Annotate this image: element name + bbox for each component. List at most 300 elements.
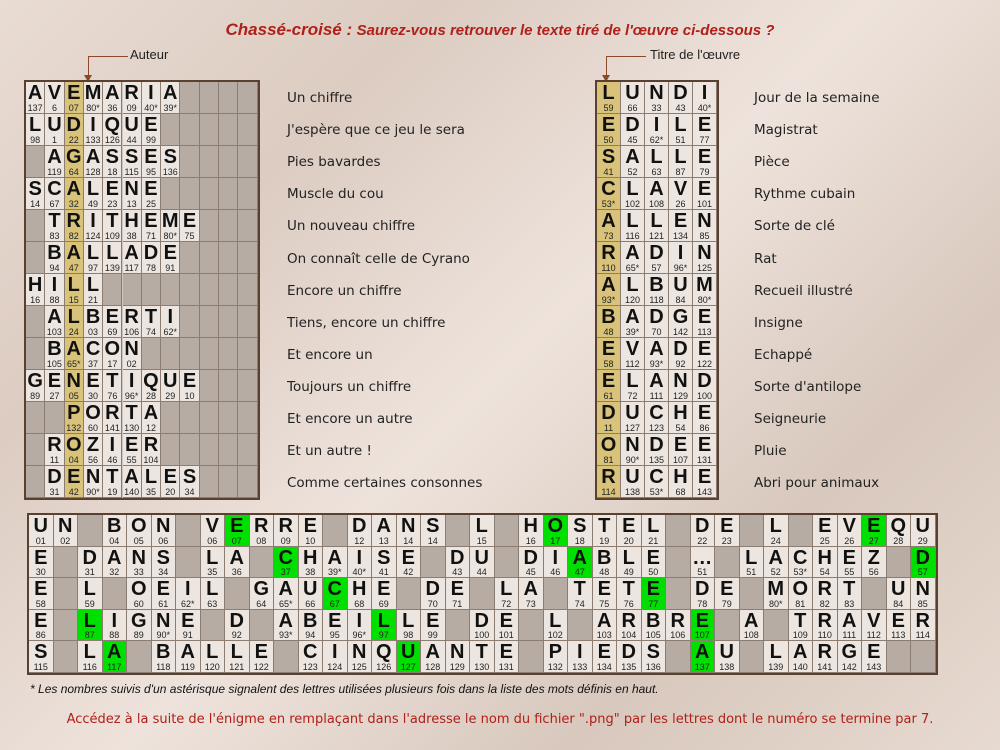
cell-number: 100 (696, 391, 713, 401)
cell-number: 96* (352, 630, 366, 641)
cell-letter: B (597, 546, 612, 569)
grid-cell (621, 338, 645, 370)
grid-cell (65, 210, 84, 242)
clue-text: Insigne (754, 314, 803, 331)
grid-cell (862, 610, 887, 642)
empty-cell (238, 338, 257, 370)
cell-letter: A (143, 402, 159, 424)
clue-text: Tiens, encore un chiffre (287, 314, 446, 331)
grid-cell (813, 515, 838, 547)
cell-number: 16 (525, 535, 536, 546)
grid-cell (103, 641, 128, 673)
cell-letter: E (450, 578, 464, 601)
grid-cell (161, 210, 180, 242)
grid-cell (645, 146, 669, 178)
cell-letter: H (352, 578, 367, 601)
cell-letter: E (697, 402, 712, 424)
grid-cell (645, 338, 669, 370)
empty-cell (180, 82, 199, 114)
cell-number: 101 (696, 199, 713, 209)
grid-cell (127, 578, 152, 610)
cell-number: 139 (768, 661, 784, 672)
grid-cell (123, 242, 142, 274)
empty-cell (219, 146, 238, 178)
clue-text: Magistrat (754, 122, 818, 139)
grid-cell (669, 466, 693, 498)
cell-number: 20 (165, 487, 176, 497)
cell-letter: L (626, 210, 639, 232)
cell-letter: G (65, 146, 82, 168)
grid-cell (495, 578, 520, 610)
cell-letter: D (649, 306, 664, 328)
cell-letter: L (602, 82, 615, 104)
empty-cell (54, 547, 79, 579)
cell-letter: D (673, 82, 688, 104)
cell-number: 92 (231, 630, 242, 641)
grid-cell (152, 547, 177, 579)
grid-cell (593, 515, 618, 547)
grid-cell (127, 610, 152, 642)
cell-number: 81 (603, 455, 614, 465)
cell-number: 115 (33, 661, 48, 672)
grid-cell (645, 434, 669, 466)
cell-number: 39* (327, 567, 342, 578)
cell-number: 26 (675, 199, 686, 209)
cell-letter: E (697, 466, 712, 488)
grid-cell (617, 610, 642, 642)
grid-cell (84, 274, 103, 306)
cell-letter: N (124, 178, 139, 200)
grid-cell (372, 515, 397, 547)
work-pointer-line (606, 56, 646, 57)
empty-cell (219, 114, 238, 146)
cell-number: 26 (844, 535, 855, 546)
cell-letter: L (230, 641, 243, 664)
grid-cell (544, 610, 569, 642)
grid-cell (127, 515, 152, 547)
cell-number: 29 (165, 391, 176, 401)
cell-letter: L (626, 274, 639, 296)
clue-text: Pluie (754, 443, 787, 460)
cell-letter: U (915, 515, 930, 537)
grid-cell (65, 402, 84, 434)
cell-number: 40* (144, 103, 158, 113)
cell-letter: E (163, 242, 177, 264)
grid-cell (26, 114, 45, 146)
empty-cell (421, 547, 446, 579)
grid-cell (176, 578, 201, 610)
grid-cell (201, 641, 226, 673)
grid-cell (645, 210, 669, 242)
cell-number: 54 (675, 423, 686, 433)
grid-cell (84, 466, 103, 498)
cell-letter: E (144, 114, 158, 136)
cell-letter: E (646, 578, 660, 601)
grid-cell (274, 547, 299, 579)
cell-number: 104 (621, 630, 637, 641)
grid-cell (617, 578, 642, 610)
cell-number: 133 (572, 661, 588, 672)
cell-letter: D (450, 546, 465, 569)
empty-cell (666, 547, 691, 579)
cell-number: 62* (163, 327, 177, 337)
cell-letter: E (182, 370, 197, 392)
cell-number: 31 (49, 487, 60, 497)
cell-letter: E (597, 578, 611, 601)
title-rest: Saurez-vous retrouver le texte tiré de l'œuvre ci-dessous ? (356, 22, 775, 39)
clue-text: Abri pour animaux (754, 475, 880, 492)
grid-cell (597, 466, 621, 498)
grid-cell (348, 641, 373, 673)
empty-cell (200, 338, 219, 370)
cell-number: 96* (124, 391, 139, 401)
cell-letter: U (33, 515, 48, 537)
grid-cell (597, 274, 621, 306)
cell-letter: I (576, 641, 583, 664)
cell-letter: A (744, 609, 759, 632)
grid-cell (127, 547, 152, 579)
cell-number: 36 (107, 103, 118, 113)
empty-cell (666, 641, 691, 673)
empty-cell (519, 610, 544, 642)
grid-cell (65, 146, 84, 178)
cell-number: 38 (126, 231, 137, 241)
cell-letter: A (625, 242, 640, 264)
empty-cell (862, 578, 887, 610)
cell-number: 94 (49, 263, 60, 273)
cell-number: 71 (145, 231, 156, 241)
grid-cell (813, 641, 838, 673)
cell-number: 74 (145, 327, 156, 337)
cell-number: 30 (88, 391, 99, 401)
cell-number: 132 (547, 661, 563, 672)
grid-cell (669, 306, 693, 338)
grid-cell (78, 641, 103, 673)
grid-cell (225, 547, 250, 579)
cell-number: 102 (624, 199, 641, 209)
cell-number: 11 (603, 423, 614, 433)
cell-number: 52 (770, 567, 781, 578)
cell-letter: E (34, 546, 48, 569)
cell-number: 13 (126, 199, 137, 209)
grid-cell (123, 370, 142, 402)
cell-number: 68 (675, 487, 686, 497)
grid-cell (323, 610, 348, 642)
author-arrow-stem (88, 56, 89, 76)
cell-letter: D (47, 466, 62, 488)
cell-number: 67 (49, 199, 60, 209)
cell-number: 13 (378, 535, 389, 546)
empty-cell (176, 547, 201, 579)
cell-number: 127 (400, 661, 416, 672)
cell-number: 80* (697, 295, 712, 305)
clue-text: On connaît celle de Cyrano (287, 250, 470, 267)
grid-cell (645, 370, 669, 402)
empty-cell (219, 82, 238, 114)
cell-letter: T (573, 578, 586, 601)
grid-cell (693, 434, 717, 466)
cell-number: 79 (699, 167, 710, 177)
cell-number: 69 (107, 327, 118, 337)
cell-number: 114 (915, 630, 930, 641)
cell-number: 121 (229, 661, 245, 672)
cell-number: 95 (329, 630, 340, 641)
grid-cell (45, 82, 64, 114)
empty-cell (274, 641, 299, 673)
cell-number: 66 (627, 103, 638, 113)
grid-cell (669, 146, 693, 178)
cell-letter: L (206, 641, 219, 664)
clue-text: Pièce (754, 154, 790, 171)
cell-letter: I (148, 82, 154, 104)
clue-text: Sorte d'antilope (754, 378, 862, 395)
empty-cell (26, 402, 45, 434)
cell-letter: L (500, 578, 513, 601)
cell-number: 131 (498, 661, 514, 672)
grid-cell (789, 610, 814, 642)
cell-letter: B (303, 609, 318, 632)
cell-letter: G (841, 641, 858, 664)
cell-letter: A (601, 210, 616, 232)
grid-cell (715, 641, 740, 673)
grid-cell (568, 547, 593, 579)
cell-number: 98 (403, 630, 414, 641)
grid-cell (789, 547, 814, 579)
cell-number: 58 (603, 359, 614, 369)
cell-number: 49 (88, 199, 99, 209)
cell-letter: U (47, 114, 62, 136)
cell-letter: G (672, 306, 689, 328)
cell-number: 25 (819, 535, 830, 546)
grid-cell (84, 402, 103, 434)
cell-letter: Q (143, 370, 159, 392)
cell-number: 24 (68, 327, 79, 337)
grid-cell (597, 82, 621, 114)
cell-number: 80* (163, 231, 177, 241)
cell-letter: R (817, 578, 832, 601)
cell-number: 109 (792, 630, 808, 641)
cell-letter: H (673, 402, 688, 424)
empty-cell (250, 610, 275, 642)
cell-number: 68 (354, 598, 365, 609)
cell-number: 89 (30, 391, 41, 401)
grid-cell (597, 338, 621, 370)
grid-cell (45, 146, 64, 178)
grid-cell (838, 641, 863, 673)
cell-number: 56 (868, 567, 879, 578)
empty-cell (200, 306, 219, 338)
cell-letter: B (646, 609, 661, 632)
cell-letter: A (66, 242, 81, 264)
cell-number: 112 (625, 359, 640, 369)
cell-number: 23 (107, 199, 118, 209)
cell-letter: L (83, 609, 96, 632)
cell-number: 108 (743, 630, 759, 641)
cell-number: 69 (378, 598, 389, 609)
cell-number: 08 (256, 535, 267, 546)
cell-number: 103 (46, 327, 62, 337)
cell-number: 102 (547, 630, 563, 641)
cell-number: 101 (498, 630, 514, 641)
cell-letter: Z (867, 546, 880, 569)
cell-letter: H (303, 546, 318, 569)
empty-cell (740, 515, 765, 547)
cell-letter: R (817, 641, 832, 664)
grid-cell (669, 434, 693, 466)
grid-cell (887, 515, 912, 547)
cell-letter: N (131, 546, 146, 569)
empty-cell (26, 146, 45, 178)
cell-letter: L (626, 178, 639, 200)
cell-letter: T (475, 641, 488, 664)
cell-letter: S (124, 146, 139, 168)
grid-cell (299, 641, 324, 673)
cell-letter: L (377, 609, 390, 632)
cell-letter: E (695, 609, 709, 632)
cell-number: 124 (85, 231, 101, 241)
cell-number: 79 (721, 598, 732, 609)
cell-letter: P (548, 641, 562, 664)
cell-letter: S (34, 641, 48, 664)
cell-number: 51 (675, 135, 686, 145)
cell-number: 117 (124, 263, 139, 273)
grid-cell (669, 82, 693, 114)
cell-letter: A (180, 641, 195, 664)
text-grid (27, 513, 938, 675)
cell-letter: E (720, 578, 734, 601)
grid-cell (65, 274, 84, 306)
cell-letter: D (82, 546, 97, 569)
work-arrow-stem (606, 56, 607, 76)
grid-cell (593, 547, 618, 579)
cell-letter: O (85, 402, 101, 424)
cell-number: 62* (180, 598, 195, 609)
cell-number: 136 (645, 661, 661, 672)
empty-cell (715, 610, 740, 642)
cell-number: 122 (696, 359, 713, 369)
empty-cell (238, 242, 257, 274)
grid-cell (645, 178, 669, 210)
grid-cell (421, 641, 446, 673)
cell-letter: I (90, 114, 96, 136)
title-bold: Chassé-croisé : (225, 20, 353, 39)
cell-number: 83 (49, 231, 60, 241)
grid-cell (789, 578, 814, 610)
grid-cell (764, 641, 789, 673)
grid-cell (142, 402, 161, 434)
cell-letter: S (105, 146, 119, 168)
cell-number: 87 (84, 630, 95, 641)
cell-letter: A (105, 82, 120, 104)
cell-letter: A (425, 641, 440, 664)
cell-number: 41 (378, 567, 389, 578)
cell-letter: U (891, 578, 906, 601)
grid-cell (323, 547, 348, 579)
cell-letter: O (130, 515, 147, 537)
grid-cell (421, 610, 446, 642)
grid-cell (180, 210, 199, 242)
cell-letter: E (67, 466, 81, 488)
grid-cell (470, 515, 495, 547)
grid-cell (691, 610, 716, 642)
grid-cell (161, 146, 180, 178)
empty-cell (789, 515, 814, 547)
cell-letter: E (426, 609, 440, 632)
cell-number: 03 (88, 327, 99, 337)
cell-letter: R (915, 609, 930, 632)
cell-letter: L (674, 114, 687, 136)
grid-cell (142, 434, 161, 466)
cell-number: 44 (476, 567, 487, 578)
cell-letter: A (649, 338, 664, 360)
grid-cell (45, 338, 64, 370)
cell-number: 21 (88, 295, 99, 305)
cell-letter: L (67, 306, 80, 328)
cell-number: 90* (156, 630, 170, 641)
cell-number: 76 (107, 391, 118, 401)
cell-number: 32 (109, 567, 120, 578)
cell-letter: L (626, 370, 639, 392)
cell-letter: E (67, 82, 81, 104)
cell-number: 75 (184, 231, 195, 241)
grid-cell (838, 610, 863, 642)
cell-number: 93* (278, 630, 293, 641)
cell-letter: O (547, 515, 564, 537)
cell-number: 116 (82, 661, 97, 672)
cell-letter: S (163, 146, 177, 168)
cell-letter: N (352, 641, 367, 664)
cell-number: 12 (354, 535, 365, 546)
grid-cell (597, 434, 621, 466)
empty-cell (161, 338, 180, 370)
grid-cell (621, 242, 645, 274)
grid-cell (299, 610, 324, 642)
cell-number: 125 (351, 661, 367, 672)
cell-number: 106 (670, 630, 686, 641)
cell-letter: A (601, 274, 616, 296)
cell-letter: N (673, 370, 688, 392)
cell-letter: N (915, 578, 930, 601)
grid-cell (568, 515, 593, 547)
cell-letter: S (573, 515, 587, 537)
cell-letter: C (793, 546, 808, 569)
cell-letter: I (701, 82, 708, 104)
grid-cell (299, 515, 324, 547)
empty-cell (180, 402, 199, 434)
cell-letter: R (124, 306, 139, 328)
cell-letter: E (34, 609, 48, 632)
grid-cell (372, 578, 397, 610)
grid-cell (152, 515, 177, 547)
cell-number: 46 (107, 455, 118, 465)
cell-number: 135 (621, 661, 637, 672)
grid-cell (152, 610, 177, 642)
cell-letter: T (106, 466, 119, 488)
cell-number: 39* (625, 327, 640, 337)
grid-cell (78, 610, 103, 642)
cell-number: 73 (525, 598, 536, 609)
grid-cell (45, 466, 64, 498)
cell-number: 65* (278, 598, 293, 609)
cell-letter: E (144, 210, 158, 232)
grid-cell (519, 578, 544, 610)
cell-number: 109 (104, 231, 120, 241)
cell-letter: B (601, 306, 616, 328)
cell-letter: D (673, 338, 688, 360)
cell-number: 22 (697, 535, 708, 546)
cell-number: 138 (624, 487, 641, 497)
cell-letter: I (90, 210, 96, 232)
